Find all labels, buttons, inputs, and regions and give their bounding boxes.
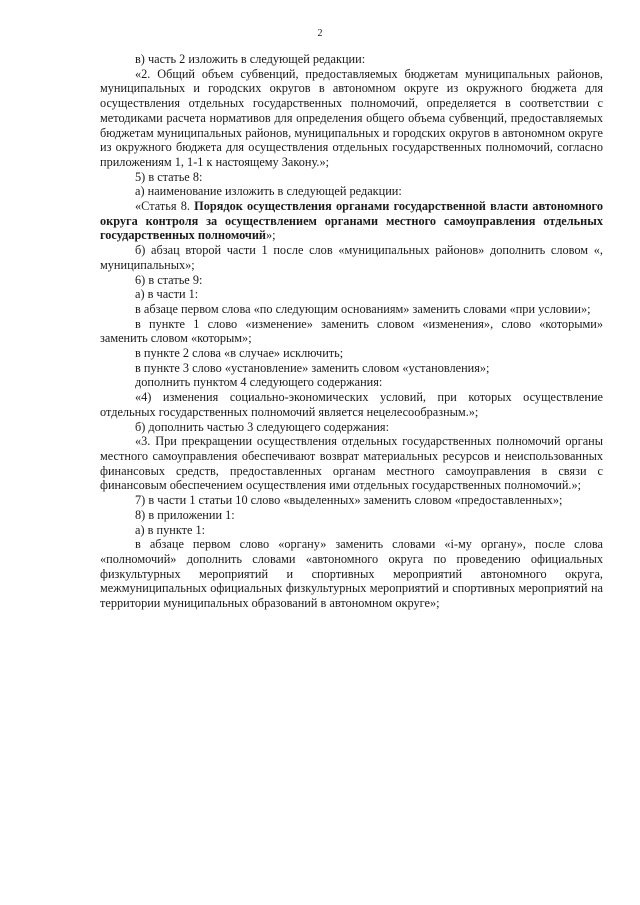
paragraph: 7) в части 1 статьи 10 слово «выделенных» заменить словом «предоставленных»; (135, 493, 563, 508)
paragraph: а) наименование изложить в следующей редакции: (135, 184, 402, 199)
paragraph: «2. Общий объем субвенций, предоставляемых бюджетам муниципальных районов, муниципальных и городских округов в автономном округе из окружного бюджета для осуществления отдельных государственных полномочий, определяется в соответствии с методиками расчета нормативов для определения общего объема субвенций, предоставляемых бюджетам муниципальных районов, муниципальных и городских округов в автономном округе из окружного бюджета для осуществления отдельных государственных полномочий, согласно приложениям 1, 1-1 к настоящему Закону.»; (100, 66, 603, 169)
paragraph: в абзаце первом слова «по следующим основаниям» заменить словами «при условии»; (135, 301, 591, 316)
paragraph: а) в пункте 1: (135, 522, 206, 537)
article-8-bold-title: Порядок осуществления органами государственной власти автономного округа контроля за осуществлением органами местного самоуправления отдельных государственных полномочий (100, 199, 603, 243)
paragraph: а) в части 1: (135, 287, 199, 302)
paragraph: 5) в статье 8: (135, 169, 203, 184)
paragraph: в абзаце первом слово «органу» заменить словами «i-му органу», после слова «полномочий» дополнить словами «автономного округа по проведению официальных физкультурных мероприятий и спортивных мероприятий автономного округа, межмуниципальных официальных физкультурных мероприятий и спортивных мероприятий на территории муниципальных образований в автономном округе»; (100, 537, 603, 611)
paragraph: «4) изменения социально-экономических условий, при которых осуществление отдельных государственных полномочий является нецелесообразным.»; (100, 390, 603, 419)
article-8-prefix: «Статья 8. (135, 199, 195, 214)
paragraph: 6) в статье 9: (135, 272, 203, 287)
article-8-suffix: »; (266, 228, 276, 243)
paragraph: дополнить пунктом 4 следующего содержания: (135, 375, 383, 390)
paragraph: 8) в приложении 1: (135, 507, 235, 522)
paragraph: в пункте 3 слово «установление» заменить словом «установления»; (135, 360, 490, 375)
article-8-title (100, 199, 603, 243)
paragraph: в пункте 2 слова «в случае» исключить; (135, 346, 344, 361)
paragraph: в) часть 2 изложить в следующей редакции: (135, 52, 366, 66)
paragraph: «3. При прекращении осуществления отдельных государственных полномочий органы местного самоуправления обеспечивают возврат материальных ресурсов и неиспользованных финансовых средств, предоставленных органам местного самоуправления в связи с финансовым обеспечением осуществления ими отдельных государственных полномочий.»; (100, 434, 603, 493)
paragraph: б) дополнить частью 3 следующего содержания: (135, 419, 389, 434)
paragraph: в пункте 1 слово «изменение» заменить словом «изменения», слово «которыми» заменить словом «которым»; (100, 316, 603, 346)
paragraph: б) абзац второй части 1 после слов «муниципальных районов» дополнить словом «, муниципальных»; (100, 243, 603, 272)
document-body (100, 52, 603, 611)
page-number: 2 (317, 28, 323, 39)
